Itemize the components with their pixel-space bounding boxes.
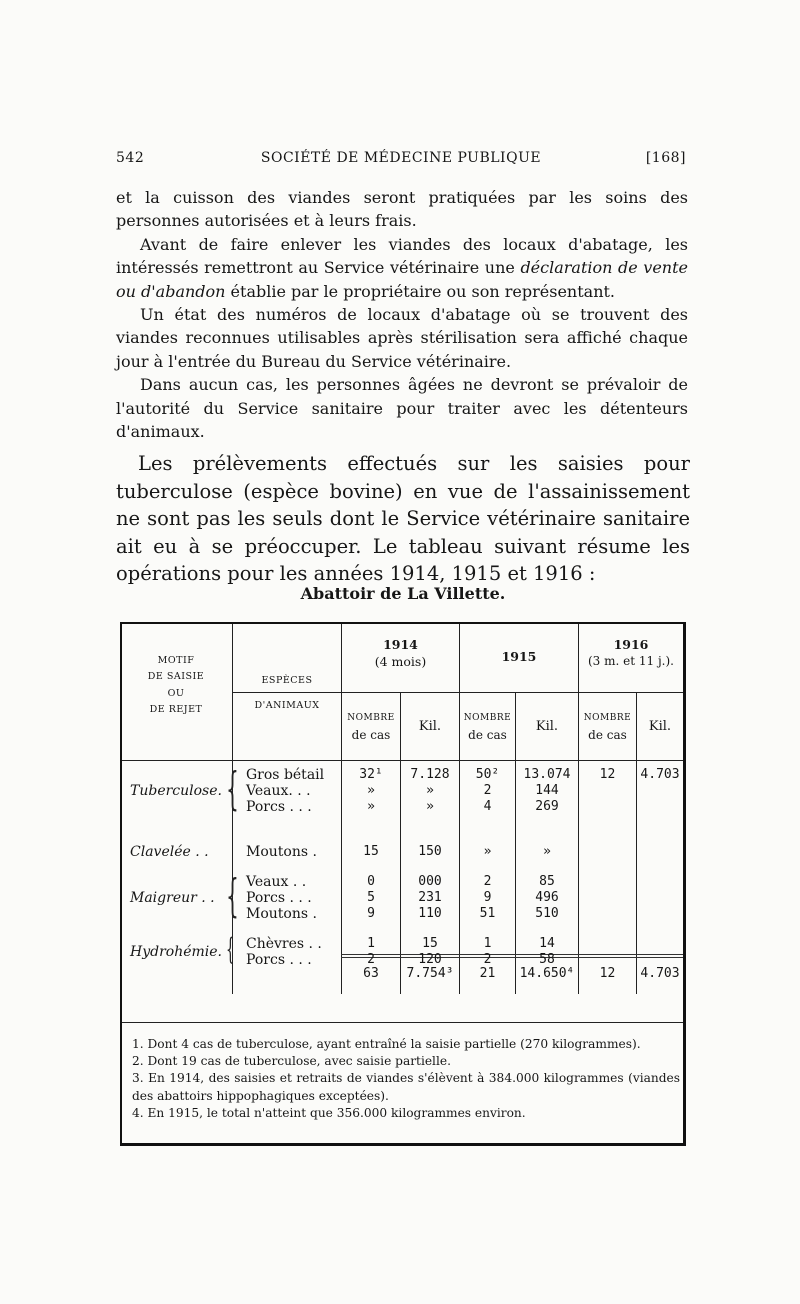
- paragraph: [116, 233, 688, 303]
- emphasis-text: déclaration de vente ou d'abandon: [116, 258, 688, 301]
- journal-title: SOCIÉTÉ DE MÉDECINE PUBLIQUE: [260, 150, 542, 166]
- motif-label: Tuberculose.: [130, 783, 222, 799]
- total-cell: 4.703: [640, 966, 680, 981]
- year-label: 1915: [501, 649, 537, 664]
- table-cell: 12: [599, 767, 616, 782]
- notes-rule: [122, 1022, 683, 1023]
- table-cell: 15: [422, 936, 438, 951]
- table-cell: 2: [483, 952, 492, 967]
- kil-header: Kil.: [418, 719, 442, 734]
- header-line: D'ANIMAUX: [254, 700, 320, 711]
- header-line: de cas: [588, 728, 627, 742]
- table-cell: 000: [418, 874, 442, 889]
- page-number: 542: [116, 150, 145, 166]
- espece-label: Veaux. . .: [246, 783, 311, 799]
- table-caption: Abattoir de La Villette.: [300, 584, 506, 603]
- nombre-header: [579, 712, 636, 742]
- year-subtitle: (3 m. et 11 j.).: [588, 654, 674, 668]
- table-cell: 2: [483, 874, 492, 889]
- year-1915-header: [460, 650, 578, 663]
- table-cell: 7.128: [410, 767, 450, 782]
- table-cell: 9: [483, 890, 492, 905]
- year-1914-header: [342, 638, 459, 668]
- motif-label: Maigreur . .: [130, 890, 215, 906]
- table-cell: 4.703: [640, 767, 680, 782]
- table-cell: »: [483, 844, 492, 859]
- table-cell: 50²: [475, 767, 500, 782]
- header-line: ESPÈCES: [261, 675, 313, 686]
- table-cell: »: [367, 783, 375, 798]
- table-cell: »: [543, 844, 551, 859]
- paragraph: Dans aucun cas, les personnes âgées ne devront se prévaloir de l'autorité du Service sanitaire pour traiter avec les détenteurs d'animaux.: [116, 375, 688, 442]
- espece-label: Moutons .: [246, 844, 317, 860]
- table-cell: 4: [483, 799, 492, 814]
- table-cell: 496: [535, 890, 559, 905]
- page-reference: [168]: [645, 150, 686, 166]
- nombre-header: [460, 712, 515, 742]
- table-cell: 58: [539, 952, 555, 967]
- especes-header: [233, 674, 341, 712]
- paragraph: Un état des numéros de locaux d'abatage où se trouvent des viandes reconnues utilisables après stérilisation sera affiché chaque jour à l'entrée du Bureau du Service vétérinaire.: [116, 305, 688, 371]
- brace: {: [226, 869, 239, 922]
- table-cell: 85: [539, 874, 555, 889]
- table-cell: »: [426, 799, 434, 814]
- table-cell: 5: [367, 890, 375, 905]
- brace: {: [226, 932, 235, 967]
- table-cell: 110: [418, 906, 442, 921]
- espece-label: Gros bétail: [246, 767, 325, 783]
- brace: {: [226, 762, 239, 815]
- header-line: de cas: [351, 728, 391, 742]
- espece-label: Porcs . . .: [246, 952, 312, 968]
- footnote: 1. Dont 4 cas de tuberculose, ayant entraîné la saisie partielle (270 kilogrammes).: [132, 1037, 641, 1051]
- total-cell: 63: [363, 966, 379, 981]
- espece-label: Veaux . .: [246, 874, 307, 890]
- espece-label: Porcs . . .: [246, 799, 312, 815]
- motif-label: Clavelée . .: [130, 844, 209, 860]
- header-line: MOTIF: [157, 655, 195, 666]
- total-cell: 12: [599, 966, 616, 981]
- header-line: NOMBRE: [463, 713, 512, 723]
- table-cell: 0: [367, 874, 375, 889]
- header-line: NOMBRE: [583, 713, 632, 723]
- total-cell: 7.754³: [406, 966, 454, 981]
- running-header: [116, 150, 686, 172]
- total-cell: 21: [479, 966, 496, 981]
- footnotes: [132, 1036, 680, 1122]
- header-line: DE SAISIE: [147, 671, 205, 682]
- header-line: DE REJET: [149, 704, 203, 715]
- header-rule: [122, 760, 683, 761]
- year-subtitle: (4 mois): [374, 654, 427, 669]
- header-line: de cas: [468, 728, 507, 742]
- footnote: 2. Dont 19 cas de tuberculose, avec saisie partielle.: [132, 1054, 451, 1069]
- table-cell: 13.074: [523, 767, 571, 782]
- table-cell: 1: [483, 936, 492, 951]
- table-cell: 120: [418, 952, 442, 967]
- footnote: 4. En 1915, le total n'atteint que 356.000 kilogrammes environ.: [132, 1105, 526, 1120]
- column-rule: [636, 692, 637, 994]
- large-paragraph: Les prélèvements effectués sur les saisies pour tuberculose (espèce bovine) en vue de l'assainissement ne sont pas les seuls dont le Service vétérinaire sanitaire ait eu à se préoccuper. Le tableau suivant résume les opérations pour les années 1914, 1915 et 1916 :: [116, 452, 690, 585]
- table-cell: 14: [539, 936, 555, 951]
- header-line: OU: [167, 688, 185, 699]
- column-rule: [578, 624, 579, 994]
- total-cell: 14.650⁴: [519, 966, 575, 981]
- text-run: Avant de faire enlever les viandes des locaux d'abatage, les intéressés remettront au Service vétérinaire une: [116, 234, 688, 278]
- table-cell: 2: [367, 952, 375, 967]
- text-run: établie par le propriétaire ou son représentant.: [225, 281, 616, 301]
- header-line: NOMBRE: [347, 713, 395, 723]
- espece-label: Chèvres . .: [246, 936, 322, 952]
- table-cell: 9: [367, 906, 375, 921]
- table-cell: 15: [363, 844, 379, 859]
- year-label: 1916: [613, 637, 649, 652]
- large-paragraph-block: [116, 450, 690, 588]
- table-cell: 2: [483, 783, 492, 798]
- table-cell: 1: [367, 936, 375, 951]
- table-cell: 269: [535, 799, 559, 814]
- table-cell: »: [426, 783, 434, 798]
- paragraph: et la cuisson des viandes seront pratiquées par les soins des personnes autorisées et à leurs frais.: [116, 188, 688, 231]
- table-cell: 32¹: [359, 767, 383, 782]
- kil-header: Kil.: [535, 719, 559, 734]
- body-text: [116, 186, 688, 443]
- kil-header: Kil.: [648, 719, 672, 734]
- table-cell: 231: [418, 890, 442, 905]
- motif-header: [122, 654, 230, 716]
- espece-label: Porcs . . .: [246, 890, 312, 906]
- table-cell: »: [367, 799, 375, 814]
- table-cell: 144: [535, 783, 559, 798]
- table-cell: 510: [535, 906, 559, 921]
- motif-label: Hydrohémie.: [130, 944, 222, 960]
- table-cell: 51: [479, 906, 496, 921]
- year-1916-header: [579, 638, 683, 668]
- espece-label: Moutons .: [246, 906, 317, 922]
- footnote: 3. En 1914, des saisies et retraits de viandes s'élèvent à 384.000 kilogrammes (viandes des abattoirs hippophagiques exceptées).: [132, 1071, 680, 1103]
- year-label: 1914: [383, 637, 418, 652]
- table-cell: 150: [418, 844, 442, 859]
- nombre-header: [342, 712, 400, 742]
